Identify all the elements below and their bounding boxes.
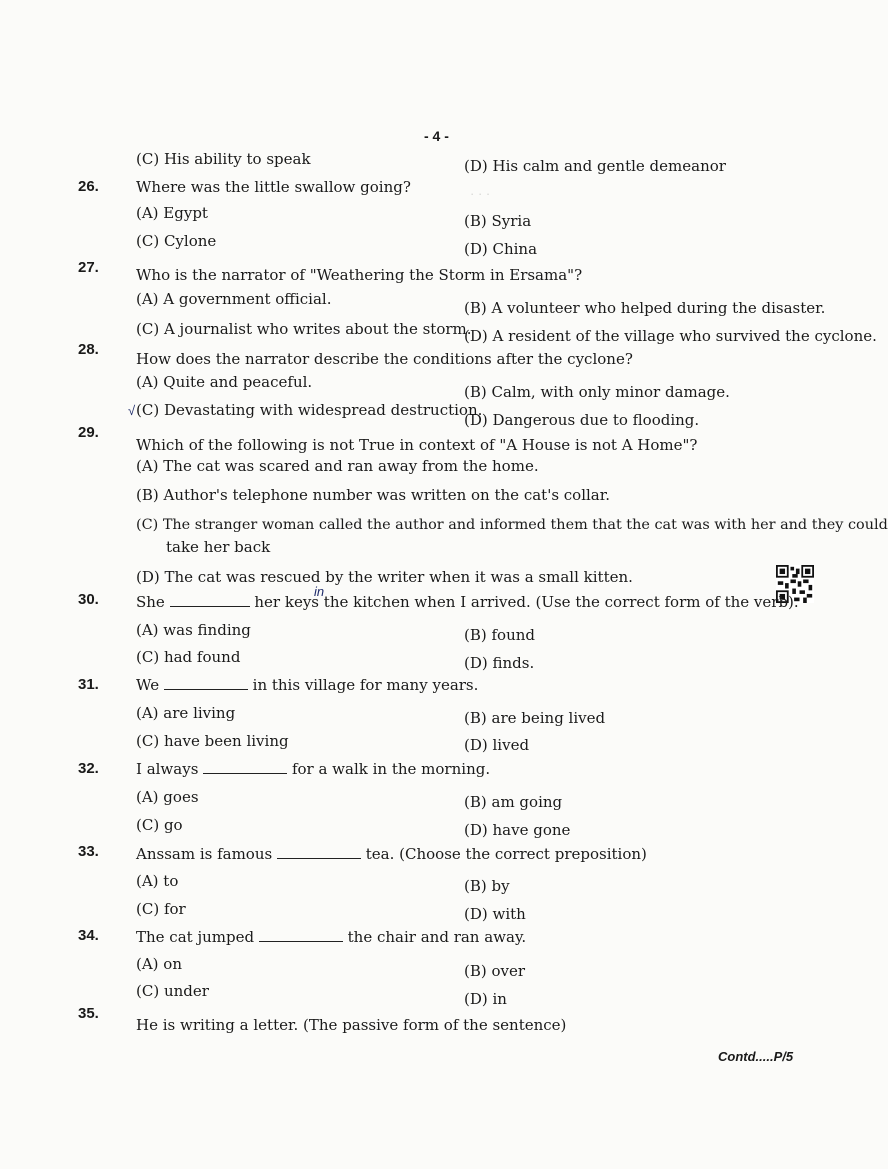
q26-text: Where was the little swallow going? <box>136 178 411 196</box>
q27-option-d: (D) A resident of the village who survived the cyclone. <box>464 327 877 345</box>
q34-number: 34. <box>78 927 99 944</box>
answer-blank <box>259 929 343 942</box>
q31-option-c: (C) have been living <box>136 732 289 750</box>
q32-text <box>136 760 490 778</box>
q26-option-d: (D) China <box>464 240 538 258</box>
q28-option-c: (C) Devastating with widespread destruction. <box>136 401 483 419</box>
q31-option-b: (B) are being lived <box>464 709 606 727</box>
q27-option-c: (C) A journalist who writes about the storm. <box>136 320 472 338</box>
q32-option-a: (A) goes <box>136 788 199 806</box>
q34-text-end: the chair and ran away. <box>347 928 527 946</box>
q34-option-a: (A) on <box>136 955 182 973</box>
q26-number: 26. <box>78 178 99 195</box>
q30-option-b: (B) found <box>464 626 536 644</box>
q35-text: He is writing a letter. (The passive form of the sentence) <box>136 1016 567 1034</box>
q30-option-d: (D) finds. <box>464 654 535 672</box>
q29-number: 29. <box>78 424 99 441</box>
q30-text <box>136 593 799 611</box>
q26-option-c: (C) Cylone <box>136 232 217 250</box>
q31-text-end: in this village for many years. <box>252 676 479 694</box>
q33-text-end: tea. (Choose the correct preposition) <box>365 845 647 863</box>
q34-text <box>136 928 526 946</box>
q29-text: Which of the following is not True in context of "A House is not A Home"? <box>136 436 698 454</box>
q27-option-b: (B) A volunteer who helped during the disaster. <box>464 299 826 317</box>
q30-number: 30. <box>78 591 99 608</box>
q31-text <box>136 676 478 694</box>
q30-text-end: the kitchen when I arrived. (Use the correct form of the verb). <box>323 593 799 611</box>
q26-option-b: (B) Syria <box>464 212 532 230</box>
answer-blank <box>277 846 361 859</box>
page-number: - 4 - <box>424 128 449 144</box>
q34-option-d: (D) in <box>464 990 507 1008</box>
handwritten-tick-mark: √ <box>128 403 136 418</box>
continuation-note: Contd.....P/5 <box>718 1049 794 1064</box>
q34-option-b: (B) over <box>464 962 526 980</box>
q29-option-c: (C) The stranger woman called the author and informed them that the cat was with her and they could <box>136 517 888 533</box>
q28-option-a: (A) Quite and peaceful. <box>136 373 313 391</box>
q32-text-end: for a walk in the morning. <box>291 760 491 778</box>
q34-text-start: The cat jumped <box>136 928 255 946</box>
q31-option-a: (A) are living <box>136 704 236 722</box>
q27-option-a: (A) A government official. <box>136 290 332 308</box>
q32-option-b: (B) am going <box>464 793 563 811</box>
q25-option-c: (C) His ability to speak <box>136 150 311 168</box>
q26-option-a: (A) Egypt <box>136 204 208 222</box>
q29-option-b: (B) Author's telephone number was written on the cat's collar. <box>136 486 611 504</box>
q27-number: 27. <box>78 259 99 276</box>
answer-blank <box>164 677 248 690</box>
q30-option-c: (C) had found <box>136 648 241 666</box>
answer-blank <box>170 594 250 607</box>
q25-option-d: (D) His calm and gentle demeanor <box>464 157 726 175</box>
q30-text-middle: her keys <box>254 593 320 611</box>
q29-option-d: (D) The cat was rescued by the writer when it was a small kitten. <box>136 568 633 586</box>
q33-option-a: (A) to <box>136 872 179 890</box>
q33-option-c: (C) for <box>136 900 186 918</box>
q30-option-a: (A) was finding <box>136 621 251 639</box>
q34-option-c: (C) under <box>136 982 209 1000</box>
q32-option-c: (C) go <box>136 816 183 834</box>
q32-number: 32. <box>78 760 99 777</box>
q29-option-c-continued: take her back <box>166 538 271 556</box>
q28-option-b: (B) Calm, with only minor damage. <box>464 383 730 401</box>
q32-option-d: (D) have gone <box>464 821 571 839</box>
handwritten-correction: in <box>314 584 325 599</box>
answer-blank <box>203 761 287 774</box>
q33-text <box>136 845 647 863</box>
q31-option-d: (D) lived <box>464 736 530 754</box>
q28-number: 28. <box>78 341 99 358</box>
q32-text-start: I always <box>136 760 199 778</box>
q28-text: How does the narrator describe the conditions after the cyclone? <box>136 350 633 368</box>
q33-number: 33. <box>78 843 99 860</box>
q29-option-a: (A) The cat was scared and ran away from the home. <box>136 457 539 475</box>
q33-option-d: (D) with <box>464 905 526 923</box>
q30-text-start: She <box>136 593 165 611</box>
q33-text-start: Anssam is famous <box>136 845 273 863</box>
q31-text-start: We <box>136 676 160 694</box>
bleed-through: · · · <box>470 186 491 201</box>
q27-text: Who is the narrator of "Weathering the Storm in Ersama"? <box>136 266 583 284</box>
q35-number: 35. <box>78 1005 99 1022</box>
q28-option-d: (D) Dangerous due to flooding. <box>464 411 700 429</box>
q33-option-b: (B) by <box>464 877 510 895</box>
q31-number: 31. <box>78 676 99 693</box>
